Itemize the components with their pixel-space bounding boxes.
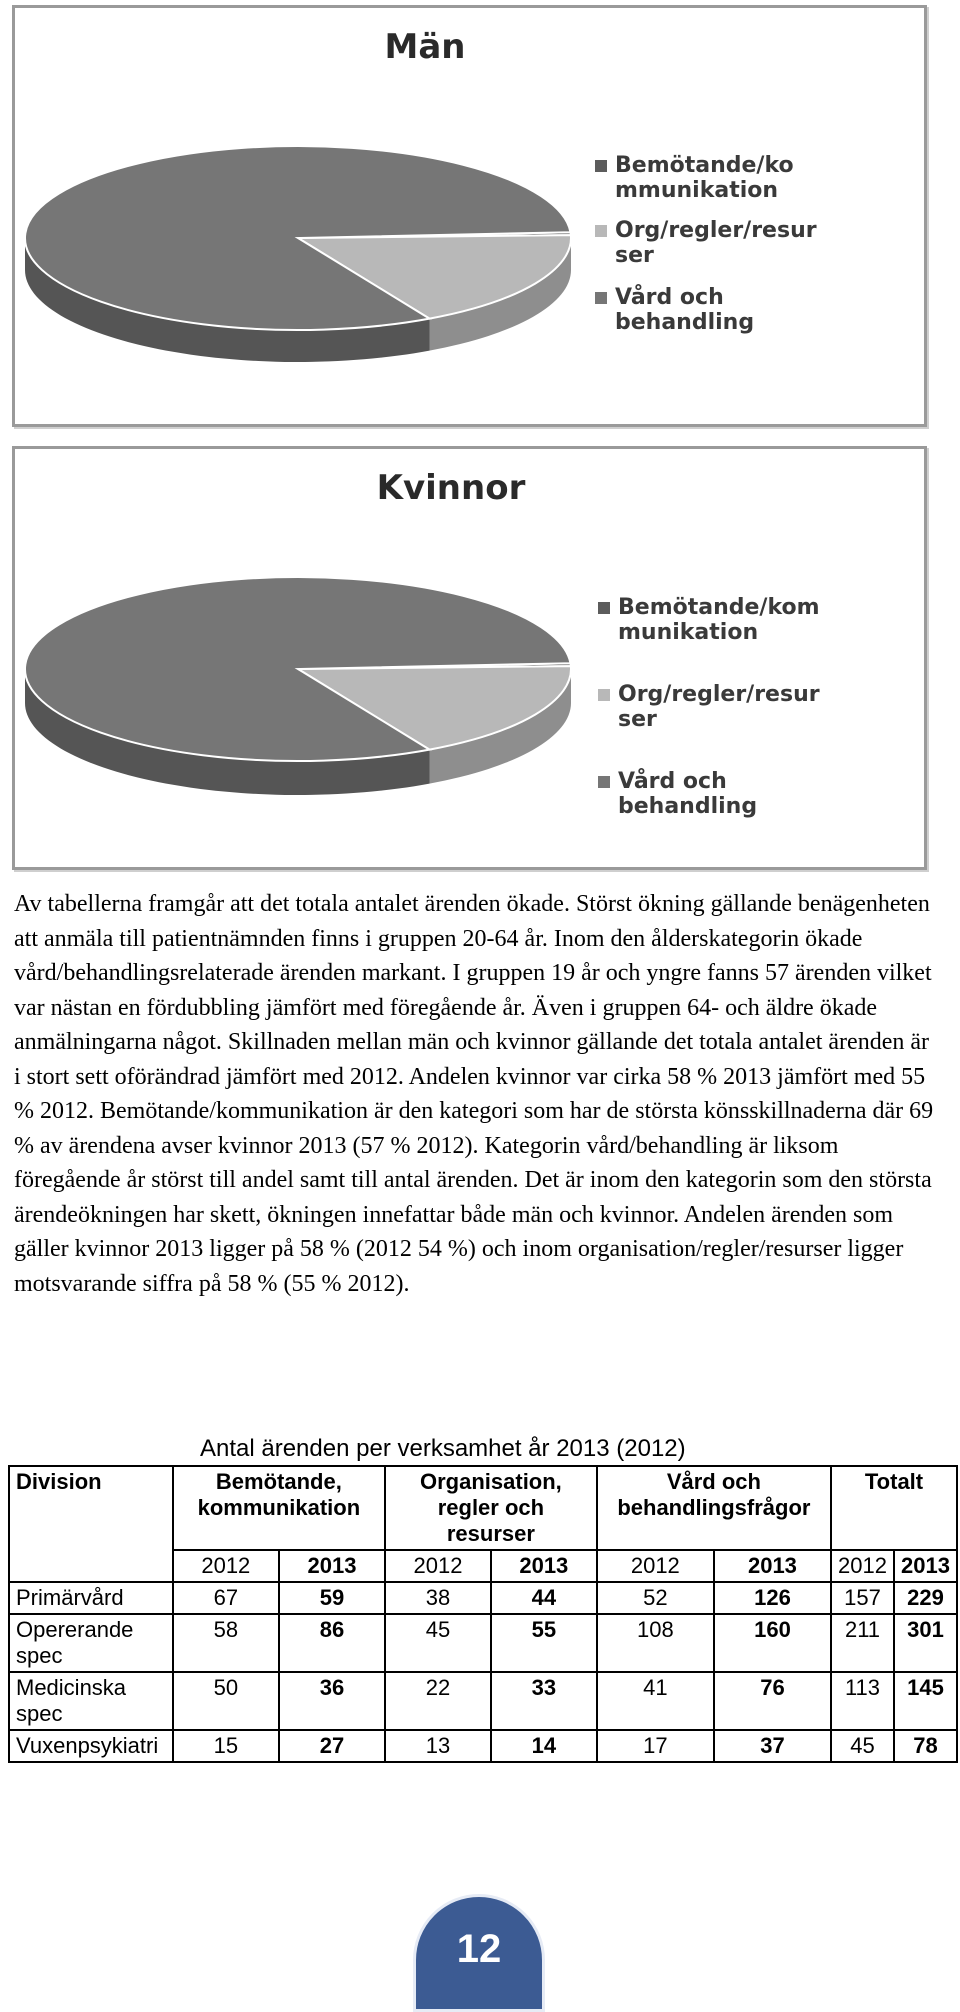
value-cell: 37 <box>714 1730 831 1762</box>
pie-chart-men <box>12 5 927 427</box>
value-cell: 17 <box>597 1730 714 1762</box>
value-cell: 126 <box>714 1582 831 1614</box>
value-cell: 76 <box>714 1672 831 1730</box>
value-cell: 157 <box>831 1582 894 1614</box>
value-cell: 86 <box>279 1614 385 1672</box>
value-cell: 38 <box>385 1582 491 1614</box>
legend-label: Vård och <box>618 769 727 794</box>
legend-label: behandling <box>618 794 758 819</box>
year-cell: 2013 <box>714 1550 831 1582</box>
value-cell: 15 <box>173 1730 279 1762</box>
table-row <box>9 1614 957 1672</box>
table-caption: Antal ärenden per verksamhet år 2013 (2012) <box>200 1435 686 1462</box>
value-cell: 67 <box>173 1582 279 1614</box>
table-row <box>9 1582 957 1614</box>
pie-chart-women-svg <box>15 449 924 867</box>
legend <box>598 595 820 819</box>
group-header: Totalt <box>831 1466 957 1550</box>
value-cell: 160 <box>714 1614 831 1672</box>
value-cell: 27 <box>279 1730 385 1762</box>
pie-chart-men-svg <box>15 8 924 424</box>
table-row <box>9 1730 957 1762</box>
legend <box>595 153 817 335</box>
year-cell: 2012 <box>385 1550 491 1582</box>
cases-table <box>8 1465 958 1763</box>
legend-label: Bemötande/ko <box>615 153 794 178</box>
table-row <box>9 1672 957 1730</box>
legend-swatch <box>598 776 610 788</box>
legend-label: Vård och <box>615 285 724 310</box>
legend-swatch <box>598 602 610 614</box>
value-cell: 55 <box>491 1614 597 1672</box>
legend-label: behandling <box>615 310 755 335</box>
value-cell: 22 <box>385 1672 491 1730</box>
value-cell: 301 <box>894 1614 957 1672</box>
value-cell: 14 <box>491 1730 597 1762</box>
value-cell: 50 <box>173 1672 279 1730</box>
value-cell: 229 <box>894 1582 957 1614</box>
legend-swatch <box>595 225 607 237</box>
value-cell: 145 <box>894 1672 957 1730</box>
value-cell: 33 <box>491 1672 597 1730</box>
pie-chart-women <box>12 446 927 870</box>
value-cell: 113 <box>831 1672 894 1730</box>
legend-label: munikation <box>618 620 759 645</box>
legend-swatch <box>595 292 607 304</box>
division-name: Medicinska spec <box>9 1672 173 1730</box>
legend-swatch <box>598 689 610 701</box>
legend-label: Org/regler/resur <box>618 682 820 707</box>
value-cell: 58 <box>173 1614 279 1672</box>
group-header: Bemötande, kommunikation <box>173 1466 385 1550</box>
value-cell: 108 <box>597 1614 714 1672</box>
value-cell: 36 <box>279 1672 385 1730</box>
legend-label: ser <box>618 707 657 732</box>
value-cell: 52 <box>597 1582 714 1614</box>
year-cell: 2013 <box>894 1550 957 1582</box>
value-cell: 211 <box>831 1614 894 1672</box>
division-name: Opererande spec <box>9 1614 173 1672</box>
value-cell: 59 <box>279 1582 385 1614</box>
legend-label: Org/regler/resur <box>615 218 817 243</box>
value-cell: 78 <box>894 1730 957 1762</box>
legend-label: mmunikation <box>615 178 779 203</box>
value-cell: 45 <box>385 1614 491 1672</box>
division-name: Primärvård <box>9 1582 173 1614</box>
year-cell: 2012 <box>173 1550 279 1582</box>
legend-swatch <box>595 160 607 172</box>
legend-label: Bemötande/kom <box>618 595 820 620</box>
value-cell: 41 <box>597 1672 714 1730</box>
year-cell: 2012 <box>597 1550 714 1582</box>
table-header-row <box>9 1466 957 1550</box>
page-number: 12 <box>456 1927 502 1971</box>
group-header: Organisation, regler och resurser <box>385 1466 597 1550</box>
body-paragraph: Av tabellerna framgår att det totala antalet ärenden ökade. Störst ökning gällande benägenheten att anmäla till patientnämnden finns i gruppen 20-64 år. Inom den ålderskategorin ökade vård/behandlingsrelaterade ärenden markant. I gruppen 19 år och yngre fanns 57 ärenden vilket var nästan en fördubbling jämfört med föregående år. Även i gruppen 64- och äldre ökade anmälningarna något. Skillnaden mellan män och kvinnor gällande det totala antalet ärenden är i stort sett oförändrad jämfört med 2012. Andelen kvinnor var cirka 58 % 2013 jämfört med 55 % 2012. Bemötande/kommunikation är den kategori som har de största könsskillnaderna där 69 % av ärendena avser kvinnor 2013 (57 % 2012). Kategorin vård/behandling är liksom föregående år störst till andel samt till antal ärenden. Det är inom den kategorin som den största ärendeökningen har skett, ökningen innefattar både män och kvinnor. Andelen ärenden som gäller kvinnor 2013 ligger på 58 % (2012 54 %) och inom organisation/regler/resurser ligger motsvarande siffra på 58 % (55 % 2012). <box>14 891 934 1297</box>
value-cell: 44 <box>491 1582 597 1614</box>
chart-title: Kvinnor <box>376 468 526 508</box>
group-header: Vård och behandlingsfrågor <box>597 1466 831 1550</box>
year-cell: 2013 <box>491 1550 597 1582</box>
value-cell: 45 <box>831 1730 894 1762</box>
year-cell: 2012 <box>831 1550 894 1582</box>
value-cell: 13 <box>385 1730 491 1762</box>
division-header: Division <box>9 1466 173 1582</box>
year-cell: 2013 <box>279 1550 385 1582</box>
division-name: Vuxenpsykiatri <box>9 1730 173 1762</box>
page-number-badge <box>413 1894 545 2012</box>
chart-title: Män <box>384 27 466 67</box>
legend-label: ser <box>615 243 654 268</box>
